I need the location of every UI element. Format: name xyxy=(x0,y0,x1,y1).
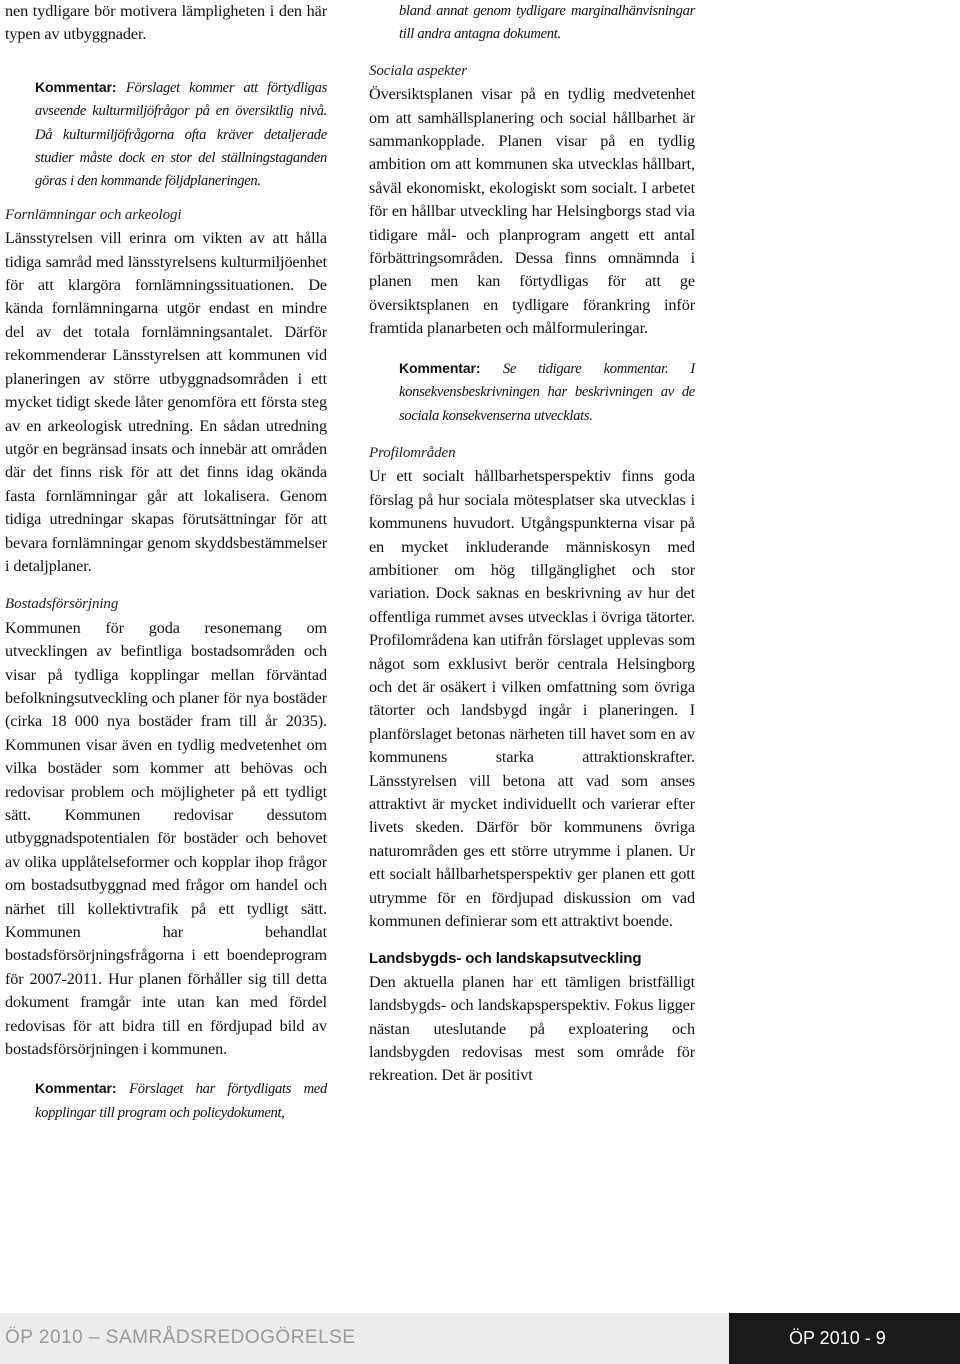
right-column xyxy=(369,0,695,1088)
paragraph-sociala: Översiktsplanen visar på en tydlig medvetenhet om att samhällsplanering och social hållbarhet är sammankopplade. Planen visar på en tydlig ambition om att kommunen ska utvecklas hållbart, såväl ekonomiskt, ekologiskt som socialt. I arbetet för en hållbar utveckling har Helsingborgs stad via tidigare mål- och planprogram angett ett antal förbättringsområden. Dessa finns omnämnda i planen men kan förtydligas för att ge översiktsplanen en tydligare förankring inför framtida planarbeten och målformuleringar. xyxy=(369,85,695,338)
section-heading-bostad: Bostadsförsörjning xyxy=(5,596,119,613)
comment-text: Förslaget kommer att förtydligas avseende kulturmiljöfrågor på en översiktlig nivå. Då kulturmiljöfrågorna ofta kräver detaljerade studier måste dock en stor del ställningstaganden göras i den kommande följdplaneringen. xyxy=(35,79,327,190)
page-number: ÖP 2010 - 9 xyxy=(729,1313,960,1364)
comment-block xyxy=(5,76,327,194)
paragraph-bostad: Kommunen för goda resonemang om utvecklingen av befintliga bostadsområden och visar på tydliga kopplingar mellan förväntad befolkningsutveckling och planer för nya bostäder (cirka 18 000 nya bostäder fram till år 2035). Kommunen visar även en tydlig medvetenhet om vilka bostäder som kommer att behövas och redovisar problem och möjligheter på ett tydligt sätt. Kommunen redovisar dessutom utbyggnadspotentialen för bostäder och behovet av olika upplåtelseformer och kopplar ihop frågor om bostadsutbyggnad med frågor om handel och närhet till kollektivtrafik på ett tydligt sätt. Kommunen har behandlat bostadsförsörjningsfrågorna i ett boendeprogram för 2007-2011. Hur planen förhåller sig till detta dokument framgår inte utan kan med fördel redovisas för att bidra till en fördjupad bild av bostadsförsörjningen i kommunen. xyxy=(5,618,327,1059)
paragraph-profil: Ur ett socialt hållbarhetsperspektiv finns goda förslag på hur sociala mötesplatser ska utvecklas i kommunens huvudort. Utgångspunkterna visar på en mycket inkluderande människosyn med ambitioner om hög tillgänglighet och stor variation. Dock saknas en beskrivning av hur det offentliga rummet avses utvecklas i övriga tätorter. Profilområdena kan utifrån förslaget upplevas som något som exklusivt berör centrala Helsingborg och det är osäkert i vilken omfattning som övriga tätorter och landsbygd ingår i planeringen. I planförslaget betonas närheten till havet som en av kommunens starka attraktionskrafter. Länsstyrelsen vill betona att vad som anses attraktivt är mycket individuellt och varierar efter livets skeden. Därför bör kommunens övriga naturområden ges ett större utrymme i planen. Ur ett socialt hållbarhetsperspektiv ger planen ett gott utrymme för en fördjupad diskussion om vad kommunen definierar som ett attraktivt boende. xyxy=(369,467,695,931)
comment-block xyxy=(5,1077,327,1125)
comment-label: Kommentar: xyxy=(399,359,481,376)
comment-label: Kommentar: xyxy=(35,78,117,95)
section-heading-landsbygd: Landsbygds- och landskapsutveckling xyxy=(369,950,642,968)
comment-text: Förslaget har förtydligats med kopplingar till program och policydokument, xyxy=(35,1081,327,1121)
comment-text: Se tidigare kommentar. I konsekvensbeskrivningen har beskrivningen av de sociala konsekvenserna utvecklats. xyxy=(399,360,695,424)
comment-continued: bland annat genom tydligare marginalhänvisningar till andra antagna dokument. xyxy=(399,3,695,43)
footer-title: ÖP 2010 – SAMRÅDSREDOGÖRELSE xyxy=(5,1327,356,1348)
section-heading-profil: Profilområden xyxy=(369,444,456,461)
intro-paragraph: nen tydligare bör motivera lämpligheten i den här typen av utbyggnader. xyxy=(5,2,327,44)
comment-label: Kommentar: xyxy=(35,1080,117,1097)
section-heading-sociala: Sociala aspekter xyxy=(369,62,467,79)
left-column xyxy=(5,0,327,1125)
paragraph-fornlamningar: Länsstyrelsen vill erinra om vikten av att hålla tidiga samråd med länsstyrelsens kulturmiljöenhet för att klargöra fornlämningssituationen. De kända fornlämningarna utgör endast en mindre del av det totala fornlämningsantalet. Därför rekommenderar Länsstyrelsen att kommunen vid planeringen av större utbyggnadsområden i ett mycket tidigt skede låter genomföra ett första steg av en arkeologisk utredning. En sådan utredning utgör en begränsad insats och innebär att områden där det finns risk för att det finns idag okända fasta fornlämningar går att lokalisera. Genom tidiga utredningar skapas förutsättningar för att bevara fornlämningar genom skyddsbestämmelser i detaljplaner. xyxy=(5,229,327,575)
page-footer xyxy=(0,1313,960,1364)
paragraph-landsbygd: Den aktuella planen har ett tämligen bristfälligt landsbygds- och landskapsperspektiv. Fokus ligger nästan uteslutande på exploatering och landsbygden redovisas mest som område för rekreation. Det är positivt xyxy=(369,972,695,1085)
section-heading-fornlamningar: Fornlämningar och arkeologi xyxy=(5,206,182,223)
comment-block xyxy=(369,357,695,428)
